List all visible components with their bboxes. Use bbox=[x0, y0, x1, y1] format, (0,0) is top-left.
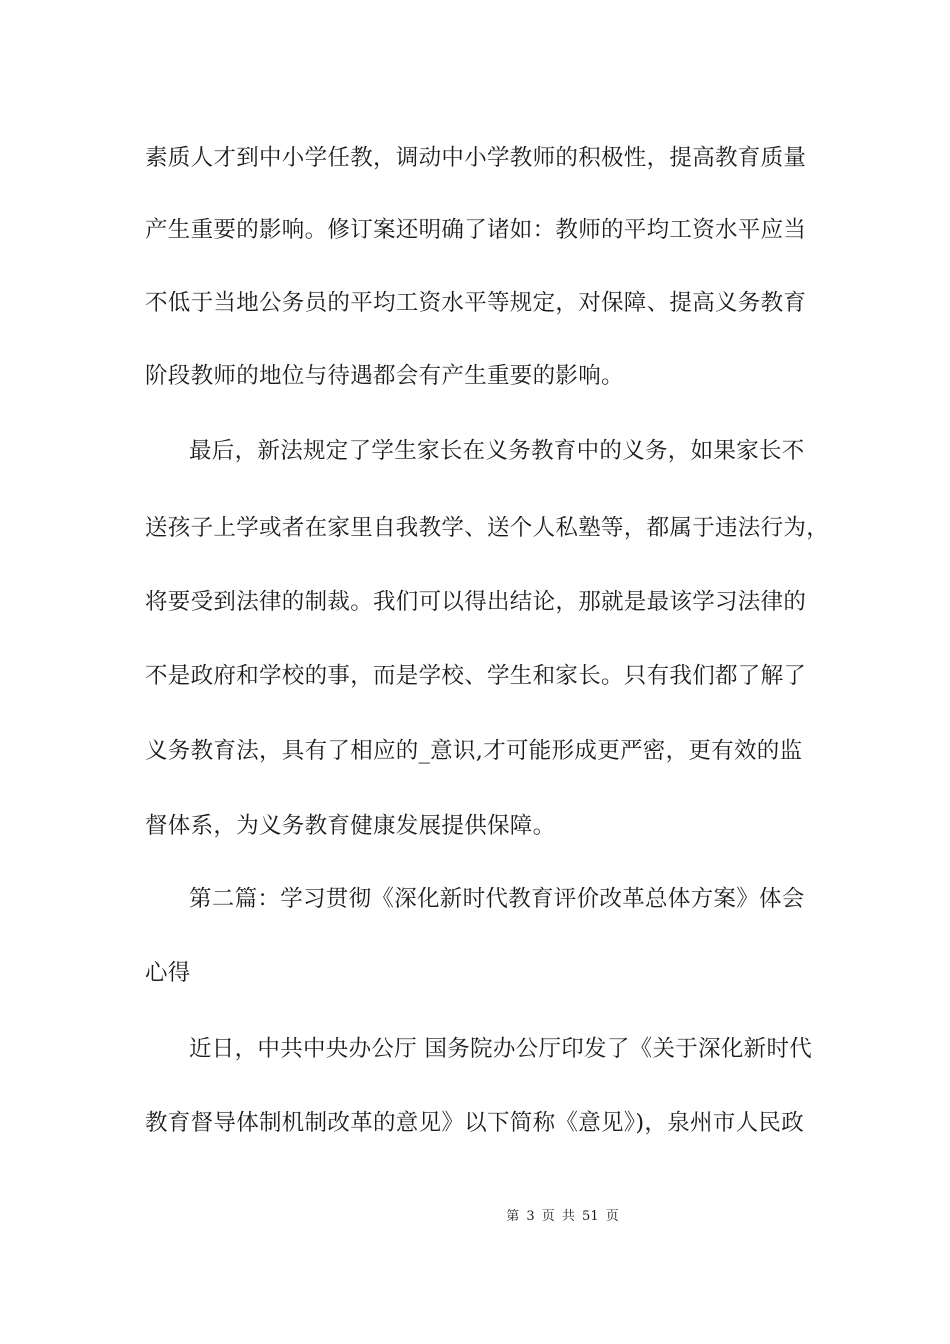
text-line-9: 义务教育法，具有了相应的_意识,才可能形成更严密，更有效的监 bbox=[145, 738, 803, 764]
text-line-1: 素质人才到中小学任教，调动中小学教师的积极性，提高教育质量 bbox=[145, 145, 807, 171]
text-line-4: 阶段教师的地位与待遇都会有产生重要的影响。 bbox=[145, 363, 624, 389]
text-line-10: 督体系，为义务教育健康发展提供保障。 bbox=[145, 813, 556, 839]
page-footer: 第 3 页 共 51 页 bbox=[506, 1209, 619, 1224]
text-line-7: 将要受到法律的制裁。我们可以得出结论，那就是最该学习法律的 bbox=[145, 589, 807, 615]
text-line-5: 最后，新法规定了学生家长在义务教育中的义务，如果家长不 bbox=[189, 438, 805, 464]
section-heading-line-2: 心得 bbox=[145, 960, 191, 986]
text-line-6: 送孩子上学或者在家里自我教学、送个人私塾等，都属于违法行为， bbox=[145, 515, 830, 541]
section-heading-line-1: 第二篇：学习贯彻《深化新时代教育评价改革总体方案》体会 bbox=[189, 886, 805, 912]
text-line-12: 教育督导体制机制改革的意见》以下简称《意见》)，泉州市人民政 bbox=[145, 1110, 805, 1136]
text-line-8: 不是政府和学校的事，而是学校、学生和家长。只有我们都了解了 bbox=[145, 663, 807, 689]
text-line-2: 产生重要的影响。修订案还明确了诸如：教师的平均工资水平应当 bbox=[145, 217, 807, 243]
text-line-11: 近日，中共中央办公厅 国务院办公厅印发了《关于深化新时代 bbox=[189, 1036, 813, 1062]
text-line-3: 不低于当地公务员的平均工资水平等规定，对保障、提高义务教育 bbox=[145, 290, 807, 316]
